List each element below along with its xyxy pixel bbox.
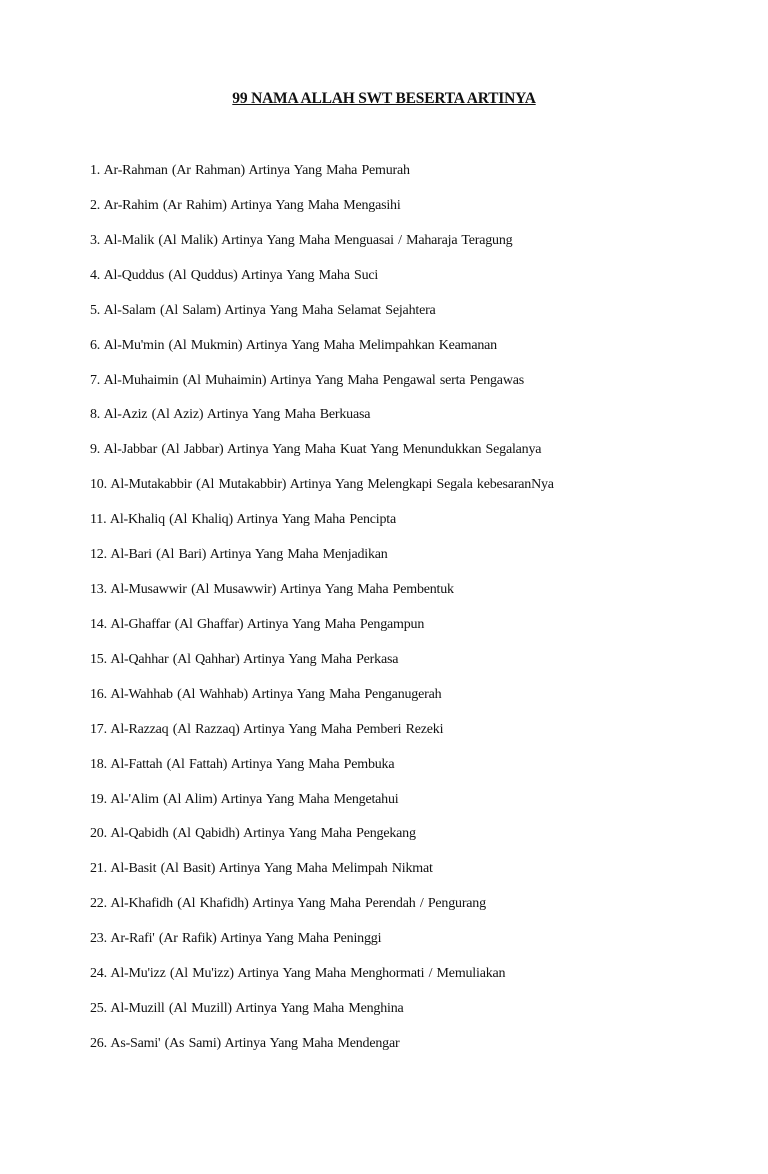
list-item: 22. Al-Khafidh (Al Khafidh) Artinya Yang Maha Perendah / Pengurang <box>90 896 486 912</box>
list-item: 1. Ar-Rahman (Ar Rahman) Artinya Yang Maha Pemurah <box>90 163 410 178</box>
list-item: 12. Al-Bari (Al Bari) Artinya Yang Maha Menjadikan <box>90 547 388 563</box>
list-item: 19. Al-'Alim (Al Alim) Artinya Yang Maha Mengetahui <box>90 791 399 807</box>
list-item: 6. Al-Mu'min (Al Mukmin) Artinya Yang Maha Melimpahkan Keamanan <box>90 337 497 353</box>
list-item: 13. Al-Musawwir (Al Musawwir) Artinya Yang Maha Pembentuk <box>90 582 454 598</box>
list-item: 11. Al-Khaliq (Al Khaliq) Artinya Yang Maha Pencipta <box>90 512 396 528</box>
list-item: 16. Al-Wahhab (Al Wahhab) Artinya Yang Maha Penganugerah <box>90 686 442 702</box>
list-item: 25. Al-Muzill (Al Muzill) Artinya Yang Maha Menghina <box>90 1001 404 1017</box>
list-item: 26. As-Sami' (As Sami) Artinya Yang Maha Mendengar <box>90 1036 400 1051</box>
list-item: 3. Al-Malik (Al Malik) Artinya Yang Maha Menguasai / Maharaja Teragung <box>90 232 513 248</box>
list-item: 20. Al-Qabidh (Al Qabidh) Artinya Yang Maha Pengekang <box>90 826 416 842</box>
list-item: 8. Al-Aziz (Al Aziz) Artinya Yang Maha Berkuasa <box>90 407 371 423</box>
list-item: 5. Al-Salam (Al Salam) Artinya Yang Maha Selamat Sejahtera <box>90 302 436 318</box>
list-item: 23. Ar-Rafi' (Ar Rafik) Artinya Yang Maha Peninggi <box>90 931 382 947</box>
document-title: 99 NAMA ALLAH SWT BESERTA ARTINYA <box>232 90 536 107</box>
list-item: 7. Al-Muhaimin (Al Muhaimin) Artinya Yang Maha Pengawal serta Pengawas <box>90 372 524 388</box>
list-item: 15. Al-Qahhar (Al Qahhar) Artinya Yang Maha Perkasa <box>90 651 399 667</box>
list-item: 18. Al-Fattah (Al Fattah) Artinya Yang Maha Pembuka <box>90 756 395 772</box>
list-item: 21. Al-Basit (Al Basit) Artinya Yang Maha Melimpah Nikmat <box>90 861 433 877</box>
list-item: 2. Ar-Rahim (Ar Rahim) Artinya Yang Maha Mengasihi <box>90 197 401 213</box>
list-item: 9. Al-Jabbar (Al Jabbar) Artinya Yang Maha Kuat Yang Menundukkan Segalanya <box>90 442 542 458</box>
list-item: 24. Al-Mu'izz (Al Mu'izz) Artinya Yang Maha Menghormati / Memuliakan <box>90 966 506 982</box>
list-item: 14. Al-Ghaffar (Al Ghaffar) Artinya Yang Maha Pengampun <box>90 616 425 632</box>
list-item: 10. Al-Mutakabbir (Al Mutakabbir) Artinya Yang Melengkapi Segala kebesaranNya <box>90 477 554 493</box>
list-item: 4. Al-Quddus (Al Quddus) Artinya Yang Maha Suci <box>90 267 379 283</box>
list-item: 17. Al-Razzaq (Al Razzaq) Artinya Yang Maha Pemberi Rezeki <box>90 721 444 737</box>
